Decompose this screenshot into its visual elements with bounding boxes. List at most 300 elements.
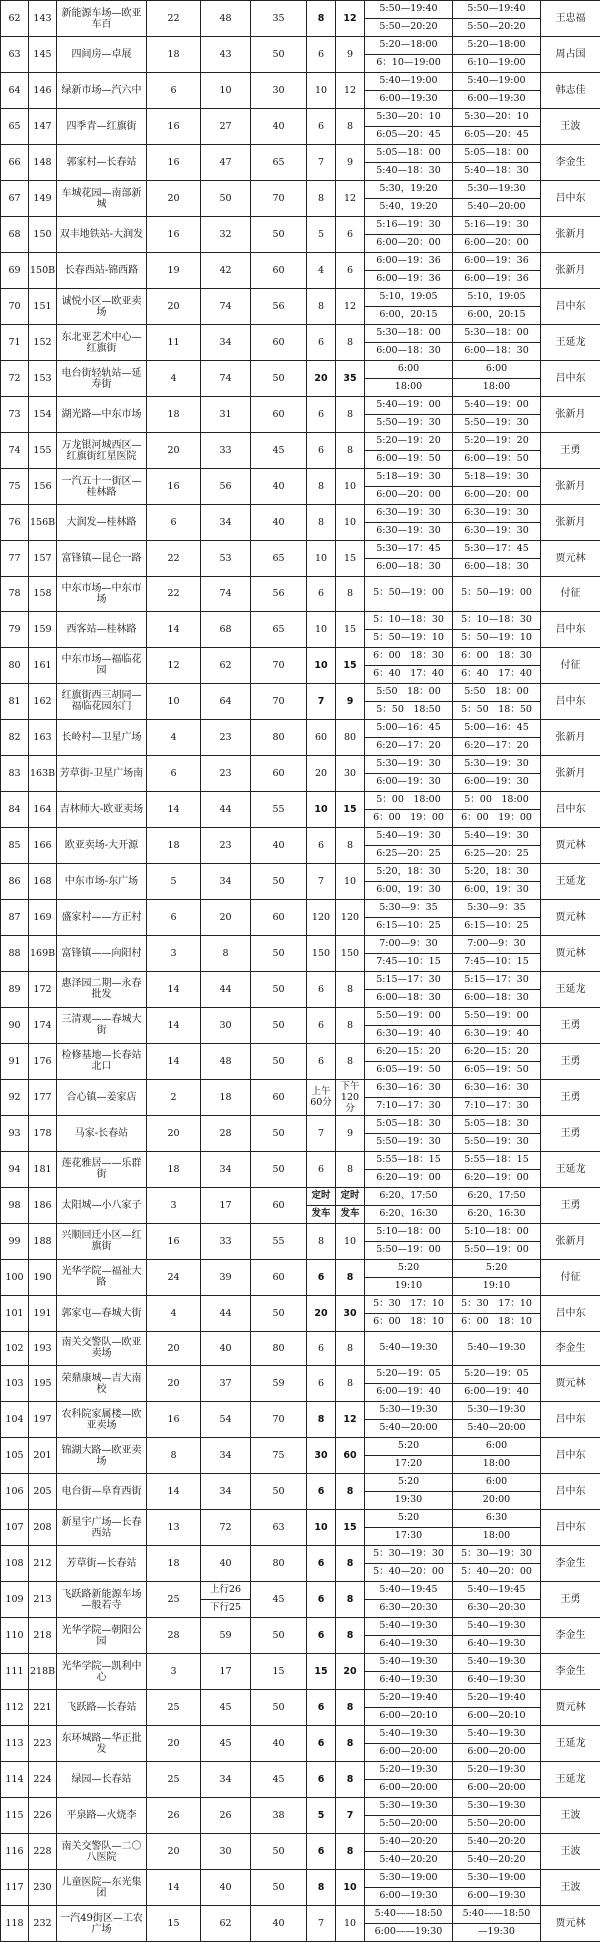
route-number-cell: 186 — [29, 1187, 57, 1223]
winter-time-cell — [365, 253, 453, 289]
time-line: 5:30—19：30 — [365, 756, 452, 773]
time-line: 5：00 18:00 — [453, 792, 540, 809]
seq-cell: 75 — [1, 469, 29, 505]
length-cell: 25 — [147, 1582, 201, 1618]
time-line: 5:18—19：30 — [453, 469, 540, 486]
time-line: 6:20—15：20 — [365, 1044, 452, 1061]
stops-cell: 23 — [201, 827, 251, 863]
route-number-cell: 172 — [29, 971, 57, 1007]
length-cell: 16 — [147, 217, 201, 253]
length-cell: 6 — [147, 899, 201, 935]
summer-time-cell — [453, 1474, 541, 1510]
winter-time-cell — [365, 433, 453, 469]
time-line: 19:10 — [453, 1277, 540, 1295]
peak-interval-cell: 20 — [307, 1295, 336, 1331]
stops-cell: 28 — [201, 1115, 251, 1151]
route-name-cell: 四间房—卓展 — [57, 37, 147, 73]
time-line: 6:00，19：30 — [453, 881, 540, 899]
time-line: 5:40—19:45 — [365, 1582, 452, 1599]
route-number-cell: 224 — [29, 1762, 57, 1798]
seq-cell: 77 — [1, 541, 29, 577]
time-line: 5：10—18：30 — [365, 612, 452, 629]
time-line: 5:55—18：15 — [365, 1152, 452, 1169]
peak-interval-cell: 15 — [307, 1654, 336, 1690]
winter-time-cell — [365, 541, 453, 577]
peak-interval-cell: 6 — [307, 827, 336, 863]
route-name-cell: 飞跃路新能源车场—般若寺 — [57, 1582, 147, 1618]
table-body — [1, 1, 600, 1942]
winter-time-cell — [365, 1187, 453, 1223]
seq-cell: 89 — [1, 971, 29, 1007]
summer-time-cell — [453, 1726, 541, 1762]
summer-time-cell — [453, 1654, 541, 1690]
table-row — [1, 647, 600, 683]
time-line: 5:40—19：30 — [365, 828, 452, 845]
time-line: 5:50—19：30 — [365, 1133, 452, 1151]
time-line: 5:40—19:30 — [453, 1618, 540, 1635]
winter-time-cell — [365, 1834, 453, 1870]
table-row — [1, 1402, 600, 1438]
seq-cell: 110 — [1, 1618, 29, 1654]
owner-cell: 贾元林 — [541, 1690, 600, 1726]
seq-cell: 92 — [1, 1079, 29, 1115]
seq-cell: 102 — [1, 1331, 29, 1366]
table-row — [1, 1007, 600, 1043]
time-line: 5:50—19：00 — [453, 1008, 540, 1025]
time-line: 5:16—19：30 — [365, 217, 452, 234]
owner-cell: 贾元林 — [541, 935, 600, 971]
route-number-cell: 145 — [29, 37, 57, 73]
seq-cell: 73 — [1, 397, 29, 433]
time-line: 6:00，19：30 — [365, 881, 452, 899]
vehicles-cell: 56 — [251, 289, 307, 325]
route-name-cell: 诚悦小区—欧亚卖场 — [57, 289, 147, 325]
peak-interval-cell: 7 — [307, 1906, 336, 1942]
seq-cell: 67 — [1, 181, 29, 217]
time-line: 6:15—10：25 — [365, 917, 452, 935]
summer-time-cell — [453, 611, 541, 647]
length-cell: 22 — [147, 1, 201, 37]
seq-cell: 104 — [1, 1402, 29, 1438]
vehicles-cell: 50 — [251, 971, 307, 1007]
time-line: 17:20 — [365, 1455, 452, 1473]
offpeak-interval-cell: 8 — [336, 397, 365, 433]
stops-cell: 34 — [201, 325, 251, 361]
winter-time-cell — [365, 647, 453, 683]
time-line: 5：00 18:00 — [365, 792, 452, 809]
vehicles-cell: 56 — [251, 577, 307, 612]
offpeak-interval-cell: 8 — [336, 1690, 365, 1726]
table-row — [1, 755, 600, 791]
time-line: 5:20 — [365, 1438, 452, 1455]
vehicles-cell: 50 — [251, 1690, 307, 1726]
summer-time-cell — [453, 719, 541, 755]
peak-interval-cell: 6 — [307, 433, 336, 469]
summer-time-cell — [453, 1582, 541, 1618]
length-cell: 22 — [147, 541, 201, 577]
table-row — [1, 325, 600, 361]
table-row — [1, 1366, 600, 1402]
peak-interval-cell: 6 — [307, 397, 336, 433]
owner-cell: 吕中东 — [541, 683, 600, 719]
peak-interval-cell: 6 — [307, 1762, 336, 1798]
owner-cell: 付征 — [541, 577, 600, 612]
stops-cell: 33 — [201, 433, 251, 469]
summer-time-cell — [453, 1546, 541, 1582]
route-name-cell: 中东市场—福临花园 — [57, 647, 147, 683]
route-number-cell: 159 — [29, 611, 57, 647]
time-line: 17:30 — [365, 1527, 452, 1545]
stops-cell: 34 — [201, 1474, 251, 1510]
seq-cell: 94 — [1, 1151, 29, 1187]
length-cell: 18 — [147, 1151, 201, 1187]
time-line: 下行25 — [201, 1599, 250, 1617]
time-line: 6:20、16:30 — [365, 1205, 452, 1223]
seq-cell: 63 — [1, 37, 29, 73]
time-line: 5：40—20：00 — [365, 1563, 452, 1581]
peak-interval-cell: 4 — [307, 253, 336, 289]
time-line: 5:30—9：35 — [365, 900, 452, 917]
vehicles-cell: 40 — [251, 1726, 307, 1762]
length-cell: 16 — [147, 109, 201, 145]
time-line: 18:00 — [365, 378, 452, 396]
seq-cell: 108 — [1, 1546, 29, 1582]
route-number-cell: 166 — [29, 827, 57, 863]
time-line: 6:00—20:00 — [453, 1743, 540, 1761]
peak-interval-cell: 6 — [307, 1007, 336, 1043]
summer-time-cell — [453, 1223, 541, 1259]
offpeak-interval-cell: 9 — [336, 37, 365, 73]
route-number-cell: 190 — [29, 1259, 57, 1295]
vehicles-cell: 80 — [251, 1331, 307, 1366]
route-number-cell: 150B — [29, 253, 57, 289]
stops-cell: 62 — [201, 1906, 251, 1942]
time-line: 6：00 19：00 — [365, 809, 452, 827]
route-number-cell: 157 — [29, 541, 57, 577]
route-name-cell: 中东市场—中东市场 — [57, 577, 147, 612]
seq-cell: 65 — [1, 109, 29, 145]
route-number-cell: 151 — [29, 289, 57, 325]
time-line: 5:20—18:00 — [365, 37, 452, 54]
route-name-cell: 中东市场-东广场 — [57, 863, 147, 899]
time-line: 5:20—18:00 — [453, 37, 540, 54]
seq-cell: 70 — [1, 289, 29, 325]
time-line: 5:30—17：45 — [365, 541, 452, 558]
owner-cell: 张新月 — [541, 253, 600, 289]
summer-time-cell — [453, 37, 541, 73]
time-line: 5:20，18：30 — [453, 864, 540, 881]
owner-cell: 吕中东 — [541, 361, 600, 397]
time-line: 5:30—18：00 — [453, 325, 540, 342]
table-row — [1, 253, 600, 289]
time-line: 6:00—18：30 — [365, 989, 452, 1007]
vehicles-cell: 45 — [251, 433, 307, 469]
offpeak-interval-cell: 12 — [336, 289, 365, 325]
table-row — [1, 791, 600, 827]
time-line: 5:20—19：20 — [453, 433, 540, 450]
vehicles-cell: 59 — [251, 1366, 307, 1402]
length-cell: 19 — [147, 253, 201, 289]
time-line: 6：00 18：10 — [365, 1313, 452, 1331]
seq-cell: 107 — [1, 1510, 29, 1546]
table-row — [1, 37, 600, 73]
time-line: 6:30—19：40 — [365, 1025, 452, 1043]
route-name-cell: 芳草街-卫星广场南 — [57, 755, 147, 791]
table-row — [1, 971, 600, 1007]
length-cell: 13 — [147, 1510, 201, 1546]
peak-interval-cell: 60 — [307, 719, 336, 755]
time-line: 5:40—18：30 — [453, 162, 540, 180]
length-cell: 6 — [147, 755, 201, 791]
seq-cell: 101 — [1, 1295, 29, 1331]
stops-cell: 40 — [201, 1870, 251, 1906]
peak-interval-cell: 6 — [307, 1582, 336, 1618]
stops-cell: 43 — [201, 37, 251, 73]
route-name-cell: 马家-长春站 — [57, 1115, 147, 1151]
summer-time-cell — [453, 361, 541, 397]
peak-interval-cell: 5 — [307, 1798, 336, 1834]
vehicles-cell: 30 — [251, 73, 307, 109]
time-line: 发车 — [307, 1205, 335, 1223]
winter-time-cell — [365, 1582, 453, 1618]
length-cell: 14 — [147, 1043, 201, 1079]
offpeak-interval-cell: 8 — [336, 109, 365, 145]
vehicles-cell: 50 — [251, 37, 307, 73]
time-line: 5:20—19:30 — [453, 1762, 540, 1779]
length-cell: 15 — [147, 1906, 201, 1942]
time-line: 5:50 18：00 — [365, 684, 452, 701]
time-line: 6:40—19:30 — [365, 1671, 452, 1689]
owner-cell: 贾元林 — [541, 1366, 600, 1402]
time-line: 5:00—16：45 — [453, 720, 540, 737]
winter-time-cell — [365, 935, 453, 971]
stops-cell: 59 — [201, 1618, 251, 1654]
time-line: 6:30—19：30 — [453, 505, 540, 522]
time-line: 6:30—19：40 — [453, 1025, 540, 1043]
time-line: 6:40—19:30 — [453, 1671, 540, 1689]
route-number-cell: 191 — [29, 1295, 57, 1331]
offpeak-interval-cell: 下午120分 — [336, 1079, 365, 1115]
table-row — [1, 611, 600, 647]
offpeak-interval-cell: 8 — [336, 1618, 365, 1654]
time-line: 5:40—19:00 — [453, 73, 540, 90]
stops-cell — [201, 1582, 251, 1618]
summer-time-cell — [453, 1402, 541, 1438]
time-line: 6:00—20：00 — [453, 234, 540, 252]
time-line: 6:20、17:50 — [453, 1188, 540, 1205]
summer-time-cell — [453, 1151, 541, 1187]
offpeak-interval-cell: 8 — [336, 1151, 365, 1187]
peak-interval-cell: 8 — [307, 505, 336, 541]
time-line: 5:50 18：00 — [453, 684, 540, 701]
vehicles-cell: 65 — [251, 611, 307, 647]
length-cell: 20 — [147, 1331, 201, 1366]
offpeak-interval-cell: 15 — [336, 541, 365, 577]
route-number-cell: 201 — [29, 1438, 57, 1474]
summer-time-cell — [453, 469, 541, 505]
peak-interval-cell: 6 — [307, 577, 336, 612]
time-line: 5:10，19:05 — [453, 289, 540, 306]
peak-interval-cell: 6 — [307, 325, 336, 361]
time-line: 5:50—19：30 — [453, 1133, 540, 1151]
peak-interval-cell: 7 — [307, 145, 336, 181]
offpeak-interval-cell: 8 — [336, 1834, 365, 1870]
seq-cell: 114 — [1, 1762, 29, 1798]
summer-time-cell — [453, 1115, 541, 1151]
route-name-cell: 欧亚卖场-大开源 — [57, 827, 147, 863]
owner-cell: 吕中东 — [541, 181, 600, 217]
seq-cell: 86 — [1, 863, 29, 899]
seq-cell: 93 — [1, 1115, 29, 1151]
summer-time-cell — [453, 325, 541, 361]
vehicles-cell: 60 — [251, 325, 307, 361]
peak-interval-cell: 上午60分 — [307, 1079, 336, 1115]
peak-interval-cell: 6 — [307, 37, 336, 73]
winter-time-cell — [365, 611, 453, 647]
owner-cell: 王勇 — [541, 1079, 600, 1115]
route-name-cell: 光华学院—福祉大路 — [57, 1259, 147, 1295]
offpeak-interval-cell: 8 — [336, 1546, 365, 1582]
seq-cell: 74 — [1, 433, 29, 469]
length-cell: 6 — [147, 505, 201, 541]
length-cell: 20 — [147, 1726, 201, 1762]
stops-cell: 37 — [201, 1366, 251, 1402]
winter-time-cell — [365, 109, 453, 145]
table-row — [1, 1259, 600, 1295]
peak-interval-cell: 6 — [307, 1690, 336, 1726]
owner-cell: 王忠福 — [541, 1, 600, 37]
owner-cell: 韩志佳 — [541, 73, 600, 109]
seq-cell: 103 — [1, 1366, 29, 1402]
route-number-cell: 147 — [29, 109, 57, 145]
time-line: 6:00，20:15 — [453, 306, 540, 324]
time-line: 20:00 — [453, 1491, 540, 1509]
table-row — [1, 1510, 600, 1546]
time-line: 5:30—19:30 — [453, 181, 540, 198]
offpeak-interval-cell: 30 — [336, 1295, 365, 1331]
vehicles-cell: 55 — [251, 1223, 307, 1259]
summer-time-cell — [453, 433, 541, 469]
route-number-cell: 169 — [29, 899, 57, 935]
summer-time-cell — [453, 1007, 541, 1043]
time-line: 5:30—19:30 — [453, 1798, 540, 1815]
summer-time-cell — [453, 899, 541, 935]
vehicles-cell: 38 — [251, 1798, 307, 1834]
time-line: 18:00 — [453, 378, 540, 396]
table-row — [1, 1115, 600, 1151]
time-line: 6：40 17：40 — [453, 665, 540, 683]
time-line: 5:30—20：10 — [453, 109, 540, 126]
time-line: 5:40—19:30 — [453, 1340, 540, 1357]
summer-time-cell — [453, 1331, 541, 1366]
peak-interval-cell: 150 — [307, 935, 336, 971]
time-line: 5:30—19:00 — [453, 1870, 540, 1887]
time-line: 5:40—19:30 — [453, 1726, 540, 1743]
peak-interval-cell: 6 — [307, 1151, 336, 1187]
table-row — [1, 361, 600, 397]
route-name-cell: 东环城路—华正批发 — [57, 1726, 147, 1762]
summer-time-cell — [453, 1870, 541, 1906]
route-name-cell: 儿童医院—东光集团 — [57, 1870, 147, 1906]
time-line: 7:45—10：15 — [453, 953, 540, 971]
route-number-cell: 162 — [29, 683, 57, 719]
stops-cell: 17 — [201, 1654, 251, 1690]
stops-cell: 20 — [201, 899, 251, 935]
route-name-cell: 芳草街—长春站 — [57, 1546, 147, 1582]
summer-time-cell — [453, 1762, 541, 1798]
time-line: 5:20—19:40 — [365, 1690, 452, 1707]
time-line: 5:40—19：30 — [453, 828, 540, 845]
vehicles-cell: 63 — [251, 1510, 307, 1546]
time-line: 5:40——18:50 — [365, 1906, 452, 1923]
owner-cell: 张新月 — [541, 469, 600, 505]
peak-interval-cell: 10 — [307, 611, 336, 647]
length-cell: 2 — [147, 1079, 201, 1115]
length-cell: 16 — [147, 145, 201, 181]
vehicles-cell: 65 — [251, 541, 307, 577]
time-line: 5:50—20:20 — [365, 18, 452, 36]
time-line: 5:40—20:20 — [453, 1851, 540, 1869]
route-number-cell: 208 — [29, 1510, 57, 1546]
vehicles-cell: 70 — [251, 1402, 307, 1438]
route-name-cell: 惠泽园二期—永春批发 — [57, 971, 147, 1007]
time-line: 6:00—19:30 — [453, 90, 540, 108]
seq-cell: 80 — [1, 647, 29, 683]
table-row — [1, 577, 600, 612]
length-cell: 25 — [147, 1762, 201, 1798]
winter-time-cell — [365, 1510, 453, 1546]
stops-cell: 44 — [201, 971, 251, 1007]
time-line: 5:30—19:30 — [365, 1402, 452, 1419]
summer-time-cell — [453, 1366, 541, 1402]
seq-cell: 116 — [1, 1834, 29, 1870]
owner-cell: 吕中东 — [541, 289, 600, 325]
winter-time-cell — [365, 1474, 453, 1510]
winter-time-cell — [365, 1, 453, 37]
summer-time-cell — [453, 505, 541, 541]
length-cell: 3 — [147, 935, 201, 971]
seq-cell: 83 — [1, 755, 29, 791]
time-line: 6:20—17：20 — [453, 737, 540, 755]
seq-cell: 82 — [1, 719, 29, 755]
winter-time-cell — [365, 863, 453, 899]
time-line: 发车 — [336, 1205, 364, 1223]
time-line: 5:40——18:50 — [453, 1906, 540, 1923]
table-row — [1, 935, 600, 971]
time-line: 6:00 — [453, 1474, 540, 1491]
summer-time-cell — [453, 109, 541, 145]
route-name-cell: 一汽五十一街区—桂林路 — [57, 469, 147, 505]
time-line: 6:05—20：45 — [453, 126, 540, 144]
length-cell: 20 — [147, 181, 201, 217]
route-number-cell: 218 — [29, 1618, 57, 1654]
stops-cell: 45 — [201, 1726, 251, 1762]
seq-cell: 99 — [1, 1223, 29, 1259]
peak-interval-cell: 6 — [307, 1618, 336, 1654]
route-name-cell: 车城花园—南部新城 — [57, 181, 147, 217]
route-name-cell: 大润发—桂林路 — [57, 505, 147, 541]
peak-interval-cell: 7 — [307, 863, 336, 899]
time-line: 6:00—18：30 — [453, 989, 540, 1007]
offpeak-interval-cell: 60 — [336, 1438, 365, 1474]
offpeak-interval-cell: 150 — [336, 935, 365, 971]
route-number-cell: 153 — [29, 361, 57, 397]
time-line: 5:20—19：20 — [365, 433, 452, 450]
time-line: 5:40—20:00 — [453, 1419, 540, 1437]
table-row — [1, 899, 600, 935]
peak-interval-cell: 7 — [307, 683, 336, 719]
route-number-cell: 148 — [29, 145, 57, 181]
